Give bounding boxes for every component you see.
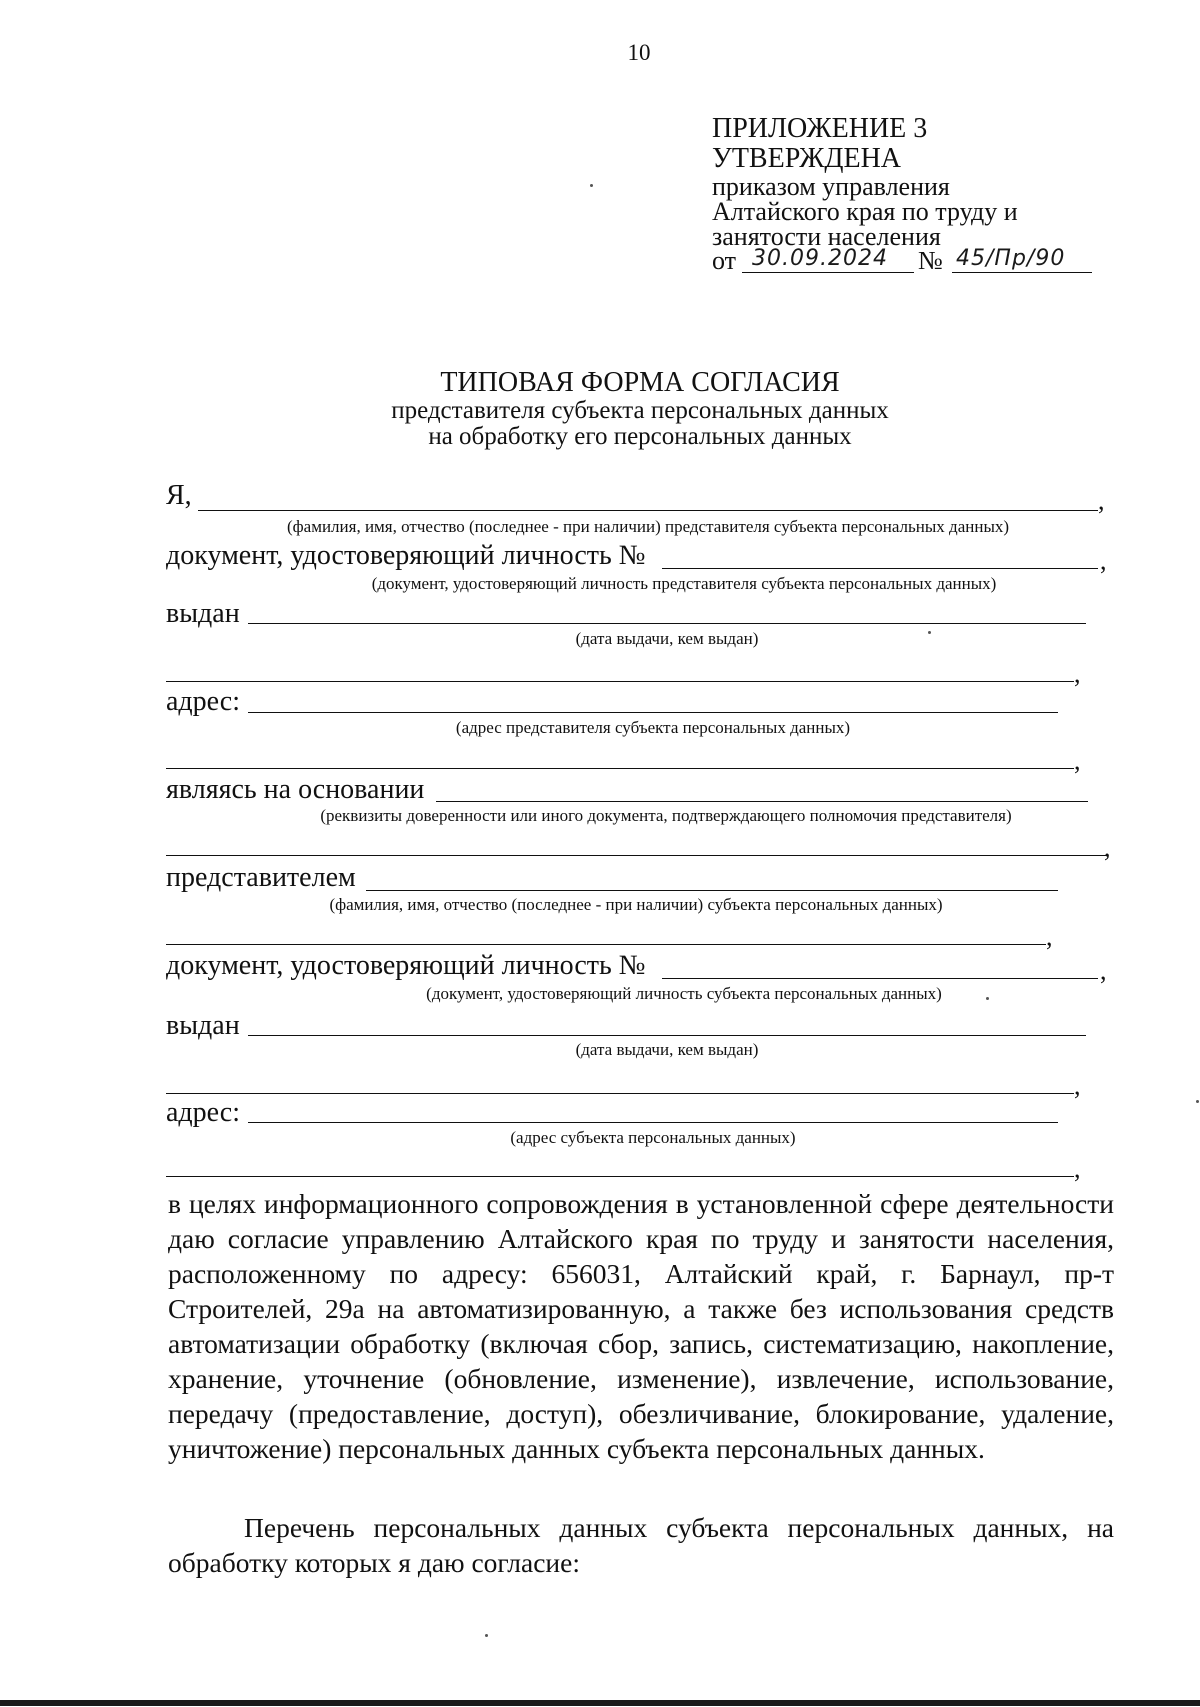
order-number-prefix: № (918, 246, 943, 275)
basis-label: являясь на основании (166, 774, 425, 805)
issued-rep-field[interactable] (248, 623, 1086, 624)
page-number: 10 (627, 40, 651, 65)
comma: , (1074, 746, 1081, 775)
fio-rep-hint: (фамилия, имя, отчество (последнее - при наличии) представителя субъекта персональных данных) (286, 517, 1010, 536)
comma: , (1104, 833, 1111, 862)
scan-bottom-edge (0, 1700, 1200, 1706)
scan-speck (1196, 1100, 1199, 1103)
issued-rep-label: выдан (166, 598, 240, 629)
order-line-1: приказом управления (712, 172, 950, 201)
approved-label: УТВЕРЖДЕНА (712, 143, 902, 174)
appendix-block (712, 114, 1018, 249)
scan-speck (590, 184, 593, 187)
representative-label: представителем (166, 862, 356, 893)
ya-label: Я, (166, 480, 192, 511)
address-rep-field-line-2[interactable] (166, 768, 1074, 769)
doc-subject-label: документ, удостоверяющий личность № (166, 950, 646, 981)
address-subject-label: адрес: (166, 1097, 241, 1128)
comma: , (1100, 546, 1107, 575)
basis-field-line-2[interactable] (166, 855, 1106, 856)
comma: , (1098, 486, 1105, 515)
comma: , (1046, 922, 1053, 951)
comma: , (1074, 1154, 1081, 1183)
fio-subject-hint: (фамилия, имя, отчество (последнее - при наличии) субъекта персональных данных) (329, 895, 943, 914)
issued-rep-field-line-2[interactable] (166, 681, 1074, 682)
order-date-line (742, 272, 914, 273)
issued-subject-field-line-2[interactable] (166, 1093, 1074, 1094)
comma: , (1100, 956, 1107, 985)
doc-rep-label: документ, удостоверяющий личность № (166, 540, 646, 571)
order-date-handwritten: 30.09.2024 (752, 246, 888, 271)
issued-subject-label: выдан (166, 1010, 240, 1041)
order-number-handwritten: 45/Пр/90 (956, 246, 1066, 271)
address-rep-field[interactable] (248, 712, 1058, 713)
fio-subject-field-line-2[interactable] (166, 944, 1046, 945)
fio-subject-field[interactable] (366, 890, 1058, 891)
basis-field[interactable] (436, 801, 1088, 802)
order-line-2: Алтайского края по труду и (712, 197, 1018, 226)
data-list-paragraph: Перечень персональных данных субъекта персональных данных, на обработку которых я даю согласие: (168, 1512, 1114, 1578)
address-rep-label: адрес: (166, 686, 241, 717)
form-title-sub-1: представителя субъекта персональных данных (391, 397, 889, 424)
form-title (0, 368, 1200, 450)
doc-rep-hint: (документ, удостоверяющий личность представителя субъекта персональных данных) (371, 574, 997, 593)
address-subject-field[interactable] (248, 1122, 1058, 1123)
scan-speck (986, 997, 989, 1000)
issued-subject-hint: (дата выдачи, кем выдан) (575, 1040, 759, 1059)
form-title-sub-2: на обработку его персональных данных (428, 423, 852, 450)
order-line-3: занятости населения (712, 222, 941, 251)
address-rep-hint: (адрес представителя субъекта персональных данных) (455, 718, 851, 737)
comma: , (1074, 659, 1081, 688)
scan-speck (485, 1634, 488, 1637)
doc-subject-hint: (документ, удостоверяющий личность субъекта персональных данных) (426, 984, 942, 1003)
fio-rep-field[interactable] (198, 510, 1098, 511)
order-number-line (952, 272, 1092, 273)
order-date-prefix: от (712, 246, 737, 275)
scan-speck (928, 631, 931, 634)
comma: , (1074, 1071, 1081, 1100)
basis-hint: (реквизиты доверенности или иного документа, подтверждающего полномочия представителя) (320, 806, 1012, 825)
doc-rep-field[interactable] (662, 568, 1098, 569)
form-title-main: ТИПОВАЯ ФОРМА СОГЛАСИЯ (440, 367, 840, 398)
address-subject-hint: (адрес субъекта персональных данных) (510, 1128, 796, 1147)
address-subject-field-line-2[interactable] (166, 1176, 1074, 1177)
appendix-title: ПРИЛОЖЕНИЕ 3 (712, 113, 928, 144)
doc-subject-field[interactable] (662, 978, 1098, 979)
issued-subject-field[interactable] (248, 1035, 1086, 1036)
issued-rep-hint: (дата выдачи, кем выдан) (575, 629, 759, 648)
consent-paragraph: в целях информационного сопровождения в установленной сфере деятельности даю согласие управлению Алтайского края по труду и занятости населения, расположенному по адресу: 656031, Алтайский край, г. Барнаул, пр-т Строителей, 29а на автоматизированную, а также без использования средств автоматизации обработку (включая сбор, запись, систематизацию, накопление, хранение, уточнение (обновление, изменение), извлечение, использование, передачу (предоставление, доступ), обезличивание, блокирование, удаление, уничтожение) персональных данных субъекта персональных данных. (168, 1188, 1114, 1464)
